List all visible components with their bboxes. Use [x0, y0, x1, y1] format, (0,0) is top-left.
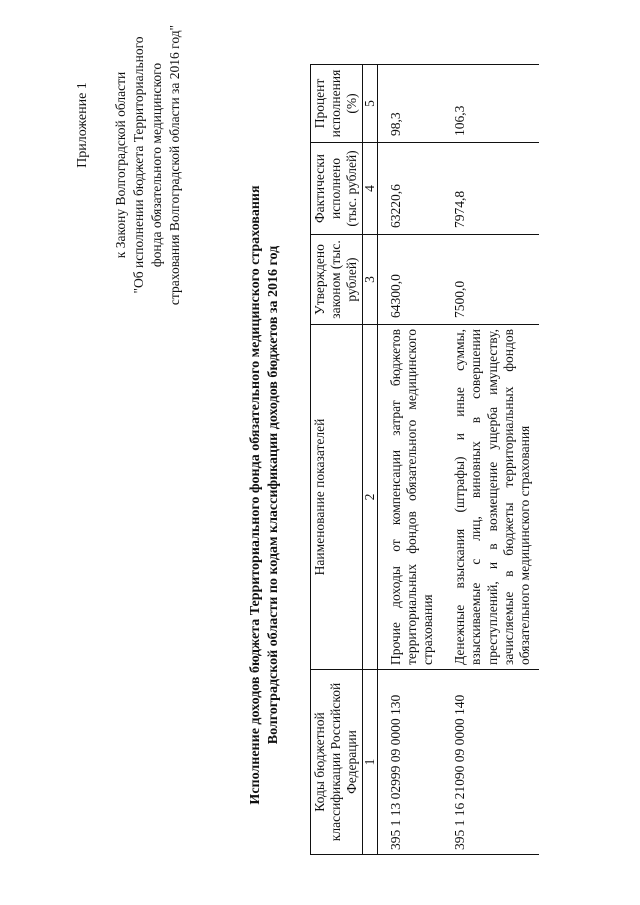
table-header-row — [311, 65, 363, 855]
revenue-table — [310, 64, 539, 855]
actual-value: 7974,8 — [442, 143, 539, 235]
column-header-name: Наименование показателей — [311, 325, 363, 670]
indicator-name: Денежные взыскания (штрафы) и иные суммы, взыскиваемые с лиц, виновных в совершении преступлений, и в возмещение ущерба имуществу, зачисляемые в бюджеты территориальных фондов обязательного медицинского страхования — [442, 325, 539, 670]
column-number: 3 — [362, 235, 377, 325]
column-header-percent: Процент исполнения (%) — [311, 65, 363, 143]
law-line: страхования Волгоградской области за 2016 год" — [167, 24, 182, 306]
percent-value: 106,3 — [442, 65, 539, 143]
approved-value: 64300,0 — [377, 235, 442, 325]
law-line: фонда обязательного медицинского — [149, 62, 164, 268]
column-number: 2 — [362, 325, 377, 670]
column-header-approved: Утверждено законом (тыс. рублей) — [311, 235, 363, 325]
title-line: Исполнение доходов бюджета Территориального фонда обязательного медицинского страхования — [248, 185, 263, 805]
column-header-actual: Фактически исполнено (тыс. рублей) — [311, 143, 363, 235]
law-line: "Об исполнении бюджета Территориального — [131, 36, 146, 294]
column-header-code: Коды бюджетной классификации Российской Федерации — [311, 670, 363, 855]
document-title — [247, 145, 283, 845]
actual-value: 63220,6 — [377, 143, 442, 235]
approved-value: 7500,0 — [442, 235, 539, 325]
column-number-row — [362, 65, 377, 855]
percent-value: 98,3 — [377, 65, 442, 143]
column-number: 1 — [362, 670, 377, 855]
table-row — [377, 65, 442, 855]
budget-code: 395 1 13 02999 09 0000 130 — [377, 670, 442, 855]
table-row — [442, 65, 539, 855]
indicator-name: Прочие доходы от компенсации затрат бюджетов территориальных фондов обязательного медицинского страхования — [377, 325, 442, 670]
law-reference — [112, 15, 184, 315]
column-number: 4 — [362, 143, 377, 235]
annex-label: Приложение 1 — [75, 82, 90, 168]
law-line: к Закону Волгоградской области — [113, 71, 128, 259]
title-line: Волгоградской области по кодам классификации доходов бюджетов за 2016 год — [266, 245, 281, 745]
column-number: 5 — [362, 65, 377, 143]
budget-code: 395 1 16 21090 09 0000 140 — [442, 670, 539, 855]
